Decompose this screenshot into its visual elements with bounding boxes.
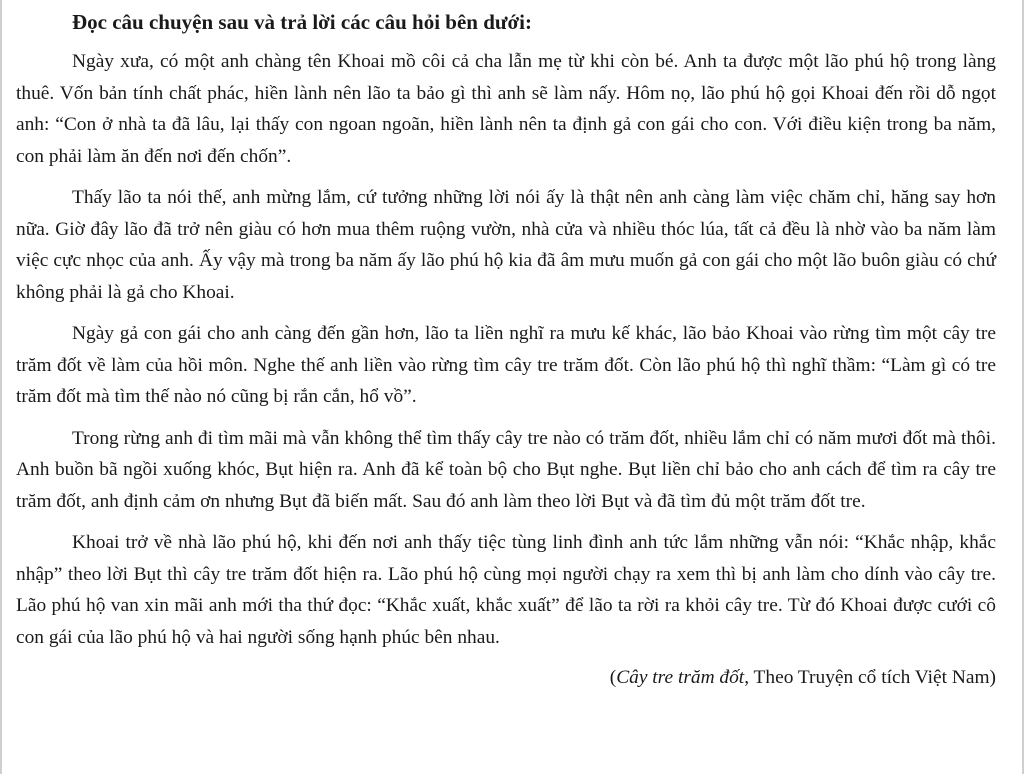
paragraph-3: Ngày gả con gái cho anh càng đến gần hơn, lão ta liền nghĩ ra mưu kế khác, lão bảo Khoai vào rừng tìm một cây tre trăm đốt về làm của hồi môn. Nghe thế anh liền vào rừng tìm cây tre trăm đốt. Còn lão phú hộ thì nghĩ thầm: “Làm gì có tre trăm đốt mà tìm thế nào nó cũng bị rắn cắn, hổ vồ”. — [16, 323, 996, 407]
source-citation — [16, 663, 996, 693]
document-heading: Đọc câu chuyện sau và trả lời các câu hỏi bên dưới: — [72, 10, 532, 34]
paragraph-5: Khoai trở về nhà lão phú hộ, khi đến nơi anh thấy tiệc tùng linh đình anh tức lắm những vẫn nói: “Khắc nhập, khắc nhập” theo lời Bụt thì cây tre trăm đốt hiện ra. Lão phú hộ cùng mọi người chạy ra xem thì bị anh làm cho dính vào cây tre. Lão phú hộ van xin mãi anh mới tha thứ đọc: “Khắc xuất, khắc xuất” để lão ta rời ra khỏi cây tre. Từ đó Khoai được cưới cô con gái của lão phú hộ và hai người sống hạnh phúc bên nhau. — [16, 532, 996, 648]
document-content — [16, 8, 996, 693]
paragraph-2: Thấy lão ta nói thế, anh mừng lắm, cứ tưởng những lời nói ấy là thật nên anh càng làm việc chăm chỉ, hăng say hơn nữa. Giờ đây lão đã trở nên giàu có hơn mua thêm ruộng vườn, nhà cửa và nhiều thóc lúa, tất cả đều là nhờ vào ba năm làm việc cực nhọc của anh. Ấy vậy mà trong ba năm ấy lão phú hộ kia đã âm mưu muốn gả con gái cho một lão buôn giàu có chứ không phải là gả cho Khoai. — [16, 187, 996, 303]
paragraph-4: Trong rừng anh đi tìm mãi mà vẫn không thể tìm thấy cây tre nào có trăm đốt, nhiều lắm chỉ có năm mươi đốt mà thôi. Anh buồn bã ngồi xuống khóc, Bụt hiện ra. Anh đã kể toàn bộ cho Bụt nghe. Bụt liền chỉ bảo cho anh cách để tìm ra cây tre trăm đốt, anh định cảm ơn nhưng Bụt đã biến mất. Sau đó anh làm theo lời Bụt và đã tìm đủ một trăm đốt tre. — [16, 427, 996, 512]
source-open-paren: ( — [609, 667, 617, 688]
source-rest: , Theo Truyện cổ tích Việt Nam) — [744, 667, 996, 688]
paragraph-1: Ngày xưa, có một anh chàng tên Khoai mồ côi cả cha lẫn mẹ từ khi còn bé. Anh ta được một lão phú hộ trong làng thuê. Vốn bản tính chất phác, hiền lành nên lão ta bảo gì thì anh sẽ làm nấy. Hôm nọ, lão phú hộ gọi Khoai đến rồi dỗ ngọt anh: “Con ở nhà ta đã lâu, lại thấy con ngoan ngoãn, hiền lành nên ta định gả con gái cho con. Với điều kiện trong ba năm, con phải làm ăn đến nơi đến chốn”. — [16, 51, 996, 167]
source-title: Cây tre trăm đốt — [616, 667, 745, 688]
